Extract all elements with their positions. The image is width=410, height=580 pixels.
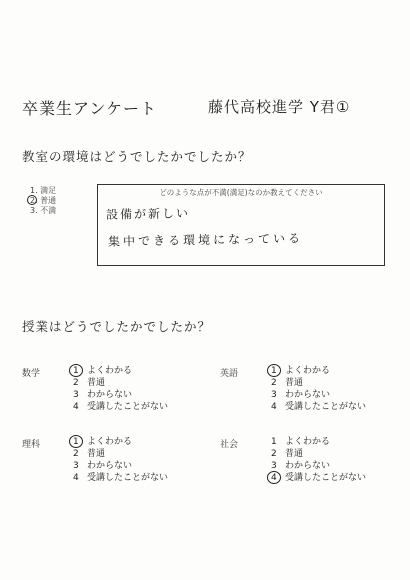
option-row: 3 わからない — [73, 390, 133, 400]
comment-prompt: どのような点が不満(満足)なのか教えてください — [159, 188, 323, 197]
rating-option-2: 2. 普通 — [30, 196, 57, 205]
question-classroom: 教室の環境はどうでしたかでしたか？ — [22, 149, 252, 164]
rating-option-1: 1. 満足 — [30, 186, 57, 195]
subject-math-label: 数学 — [22, 369, 41, 379]
option-row: 3 わからない — [271, 390, 331, 400]
option-row: 1 よくわかる — [73, 366, 133, 376]
option-row: 1 よくわかる — [271, 366, 331, 376]
math-selection-mark — [69, 364, 83, 377]
english-selection-mark — [267, 364, 281, 377]
subject-social-label: 社会 — [220, 440, 239, 450]
subject-english-options — [271, 365, 366, 413]
option-row: 3 わからない — [73, 461, 133, 471]
subject-english-label: 英語 — [220, 369, 239, 379]
option-row: 1 よくわかる — [73, 437, 133, 447]
handwritten-answer-line-1: 設備が新しい — [105, 206, 191, 222]
option-row: 4 受講したことがない — [73, 473, 169, 483]
option-row: 4 受講したことがない — [271, 402, 367, 412]
rating-option-3: 3. 不満 — [30, 206, 57, 215]
option-row: 2 普通 — [271, 378, 304, 388]
social-selection-mark — [267, 471, 281, 484]
school-label: 藤代高校進学 Y君① — [208, 98, 351, 116]
option-row: 4 受講したことがない — [271, 473, 367, 483]
survey-title: 卒業生アンケート — [22, 99, 158, 118]
option-row: 1 よくわかる — [271, 437, 331, 447]
option-row: 3 わからない — [271, 461, 331, 471]
subject-science-options — [73, 436, 168, 484]
science-selection-mark — [69, 435, 83, 448]
option-row: 2 普通 — [73, 449, 106, 459]
question-classes: 授業はどうでしたかでしたか？ — [22, 319, 212, 334]
rating-selection-mark — [27, 195, 37, 205]
subject-social-options — [271, 436, 366, 484]
comment-box — [97, 184, 385, 266]
handwritten-answer-line-2: 集中できる環境になっている — [107, 231, 304, 249]
subject-math-options — [73, 365, 168, 413]
option-row: 4 受講したことがない — [73, 402, 169, 412]
subject-science-label: 理科 — [22, 440, 41, 450]
option-row: 2 普通 — [271, 449, 304, 459]
option-row: 2 普通 — [73, 378, 106, 388]
